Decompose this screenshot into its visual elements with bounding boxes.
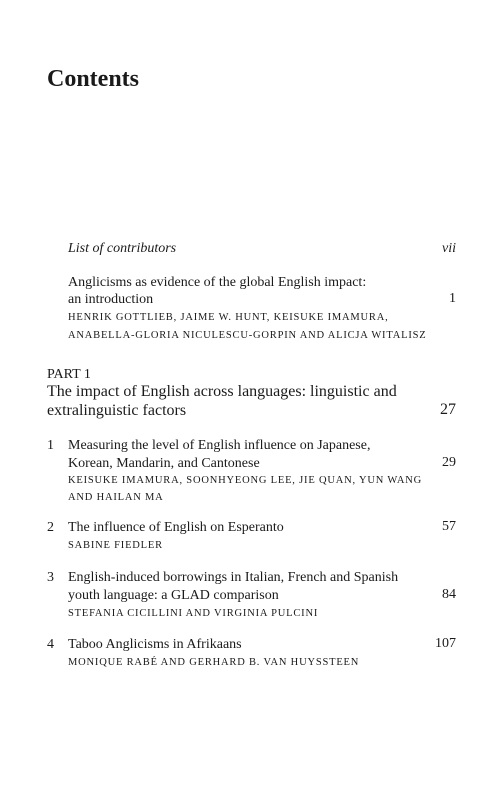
intro-authors-line-2: ANABELLA-GLORIA NICULESCU-GORPIN AND ALICJA WITALISZ — [68, 330, 427, 341]
intro-authors-line-1: HENRIK GOTTLIEB, JAIME W. HUNT, KEISUKE IMAMURA, — [68, 312, 389, 323]
chapter-number: 1 — [47, 438, 54, 453]
chapter-1-authors-line-2: AND HAILAN MA — [68, 492, 164, 503]
chapter-number: 3 — [47, 570, 54, 585]
intro-title-line-1[interactable]: Anglicisms as evidence of the global English impact: — [68, 275, 367, 290]
part-label: PART 1 — [47, 367, 91, 382]
chapter-3-authors: STEFANIA CICILLINI AND VIRGINIA PULCINI — [68, 608, 319, 619]
chapter-1-title-line-1[interactable]: Measuring the level of English influence on Japanese, — [68, 438, 371, 453]
chapter-3-title-line-1[interactable]: English-induced borrowings in Italian, French and Spanish — [68, 570, 399, 585]
intro-title-line-2[interactable]: an introduction — [68, 292, 154, 307]
page-title: Contents — [47, 66, 140, 92]
chapter-4-title[interactable]: Taboo Anglicisms in Afrikaans — [68, 637, 242, 652]
chapter-4-authors: MONIQUE RABÉ AND GERHARD B. VAN HUYSSTEEN — [68, 657, 360, 668]
chapter-4-page: 107 — [435, 636, 456, 651]
chapter-2-page: 57 — [442, 519, 456, 534]
part-title-line-1[interactable]: The impact of English across languages: linguistic and — [47, 383, 397, 400]
chapter-3-title-line-2[interactable]: youth language: a GLAD comparison — [68, 588, 279, 603]
chapter-1-authors-line-1: KEISUKE IMAMURA, SOONHYEONG LEE, JIE QUAN, YUN WANG — [68, 475, 423, 486]
part-page: 27 — [440, 401, 456, 418]
contributors-entry-page: vii — [442, 241, 456, 256]
intro-page: 1 — [449, 291, 456, 306]
chapter-2-title[interactable]: The influence of English on Esperanto — [68, 520, 284, 535]
chapter-3-page: 84 — [442, 587, 456, 602]
part-title-line-2[interactable]: extralinguistic factors — [47, 402, 187, 419]
chapter-number: 2 — [47, 520, 54, 535]
chapter-1-page: 29 — [442, 455, 456, 470]
chapter-number: 4 — [47, 637, 54, 652]
contributors-entry-title[interactable]: List of contributors — [68, 241, 177, 256]
chapter-1-title-line-2[interactable]: Korean, Mandarin, and Cantonese — [68, 456, 260, 471]
chapter-2-authors: SABINE FIEDLER — [68, 540, 163, 551]
